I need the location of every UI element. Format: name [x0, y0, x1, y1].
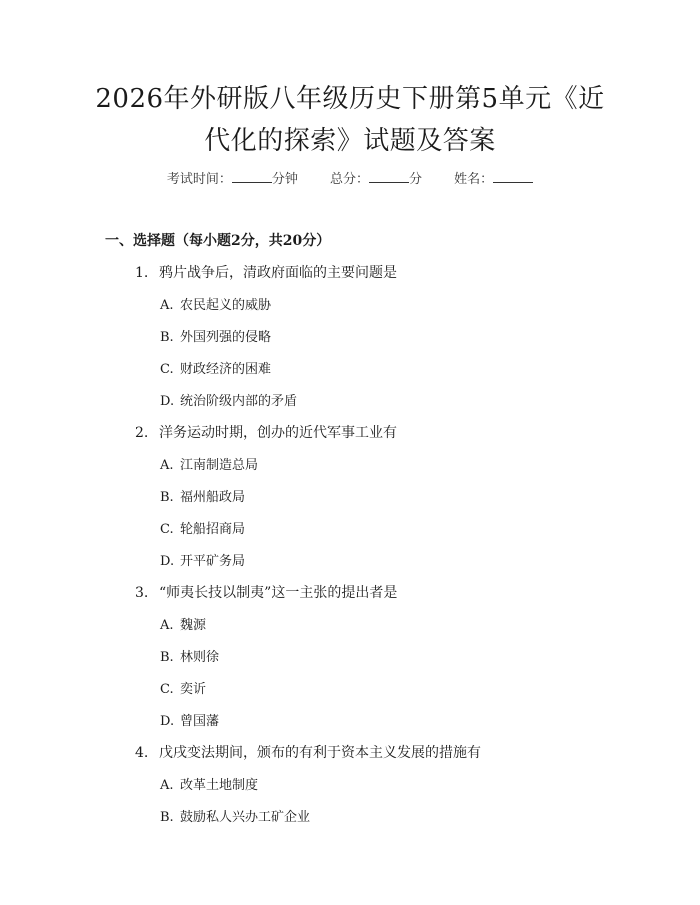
option-text: 曾国藩	[180, 714, 220, 729]
option	[160, 806, 310, 825]
option-letter: C.	[160, 522, 174, 537]
option	[160, 774, 258, 793]
page-title	[70, 78, 630, 162]
option-letter: D.	[160, 394, 175, 409]
option-letter: C.	[160, 682, 174, 697]
question-text: 鸦片战争后，清政府面临的主要问题是	[159, 265, 397, 281]
time-blank	[232, 171, 272, 183]
option-text: 福州船政局	[180, 490, 246, 505]
option	[160, 710, 219, 729]
option-text: 外国列强的侵略	[180, 330, 272, 345]
title-line-1: 2026年外研版八年级历史下册第5单元《近	[95, 84, 605, 114]
score-blank	[369, 171, 409, 183]
time-unit: 分钟	[271, 172, 298, 187]
title-line-2: 代化的探索》试题及答案	[204, 126, 496, 156]
score-unit: 分	[409, 172, 423, 187]
option-letter: A.	[160, 618, 174, 633]
option-text: 林则徐	[180, 650, 220, 665]
option-letter: C.	[160, 362, 174, 377]
section-heading: 一、选择题（每小题2分，共20分）	[105, 233, 331, 249]
option-text: 魏源	[180, 618, 207, 633]
option	[160, 646, 219, 665]
option	[160, 390, 297, 409]
name-field	[454, 172, 533, 187]
question-number: 3.	[135, 585, 149, 601]
exam-meta	[0, 168, 700, 187]
option-letter: D.	[160, 554, 175, 569]
option	[160, 454, 258, 473]
option-letter: A.	[160, 298, 174, 313]
option-text: 农民起义的威胁	[180, 298, 272, 313]
question-number: 4.	[135, 745, 149, 761]
option-text: 开平矿务局	[180, 554, 246, 569]
option-text: 改革土地制度	[180, 778, 259, 793]
option-letter: B.	[160, 810, 174, 825]
question-number: 1.	[135, 265, 149, 281]
option	[160, 678, 206, 697]
option	[160, 614, 206, 633]
question-number: 2.	[135, 425, 149, 441]
option	[160, 294, 271, 313]
option-letter: D.	[160, 714, 175, 729]
question	[135, 582, 397, 602]
option-letter: B.	[160, 330, 174, 345]
name-blank	[493, 171, 533, 183]
option-text: 轮船招商局	[180, 522, 246, 537]
option-text: 江南制造总局	[180, 458, 259, 473]
option-text: 统治阶级内部的矛盾	[180, 394, 298, 409]
option-text: 奕䜣	[180, 682, 207, 697]
option-letter: A.	[160, 778, 174, 793]
question-text: “师夷长技以制夷”这一主张的提出者是	[159, 585, 398, 601]
name-label: 姓名：	[454, 172, 494, 187]
question	[135, 742, 481, 762]
score-label: 总分：	[329, 172, 369, 187]
option	[160, 550, 245, 569]
time-label: 考试时间：	[166, 172, 232, 187]
option-letter: B.	[160, 650, 174, 665]
option-text: 财政经济的困难	[180, 362, 272, 377]
option	[160, 358, 271, 377]
option-letter: A.	[160, 458, 174, 473]
option-letter: B.	[160, 490, 174, 505]
time-field	[167, 172, 302, 187]
question-text: 洋务运动时期，创办的近代军事工业有	[159, 425, 397, 441]
option-text: 鼓励私人兴办工矿企业	[180, 810, 311, 825]
option	[160, 518, 245, 537]
question	[135, 422, 397, 442]
option	[160, 486, 245, 505]
question-text: 戊戌变法期间，颁布的有利于资本主义发展的措施有	[159, 745, 481, 761]
question	[135, 262, 397, 282]
score-field	[330, 172, 426, 187]
option	[160, 326, 271, 345]
